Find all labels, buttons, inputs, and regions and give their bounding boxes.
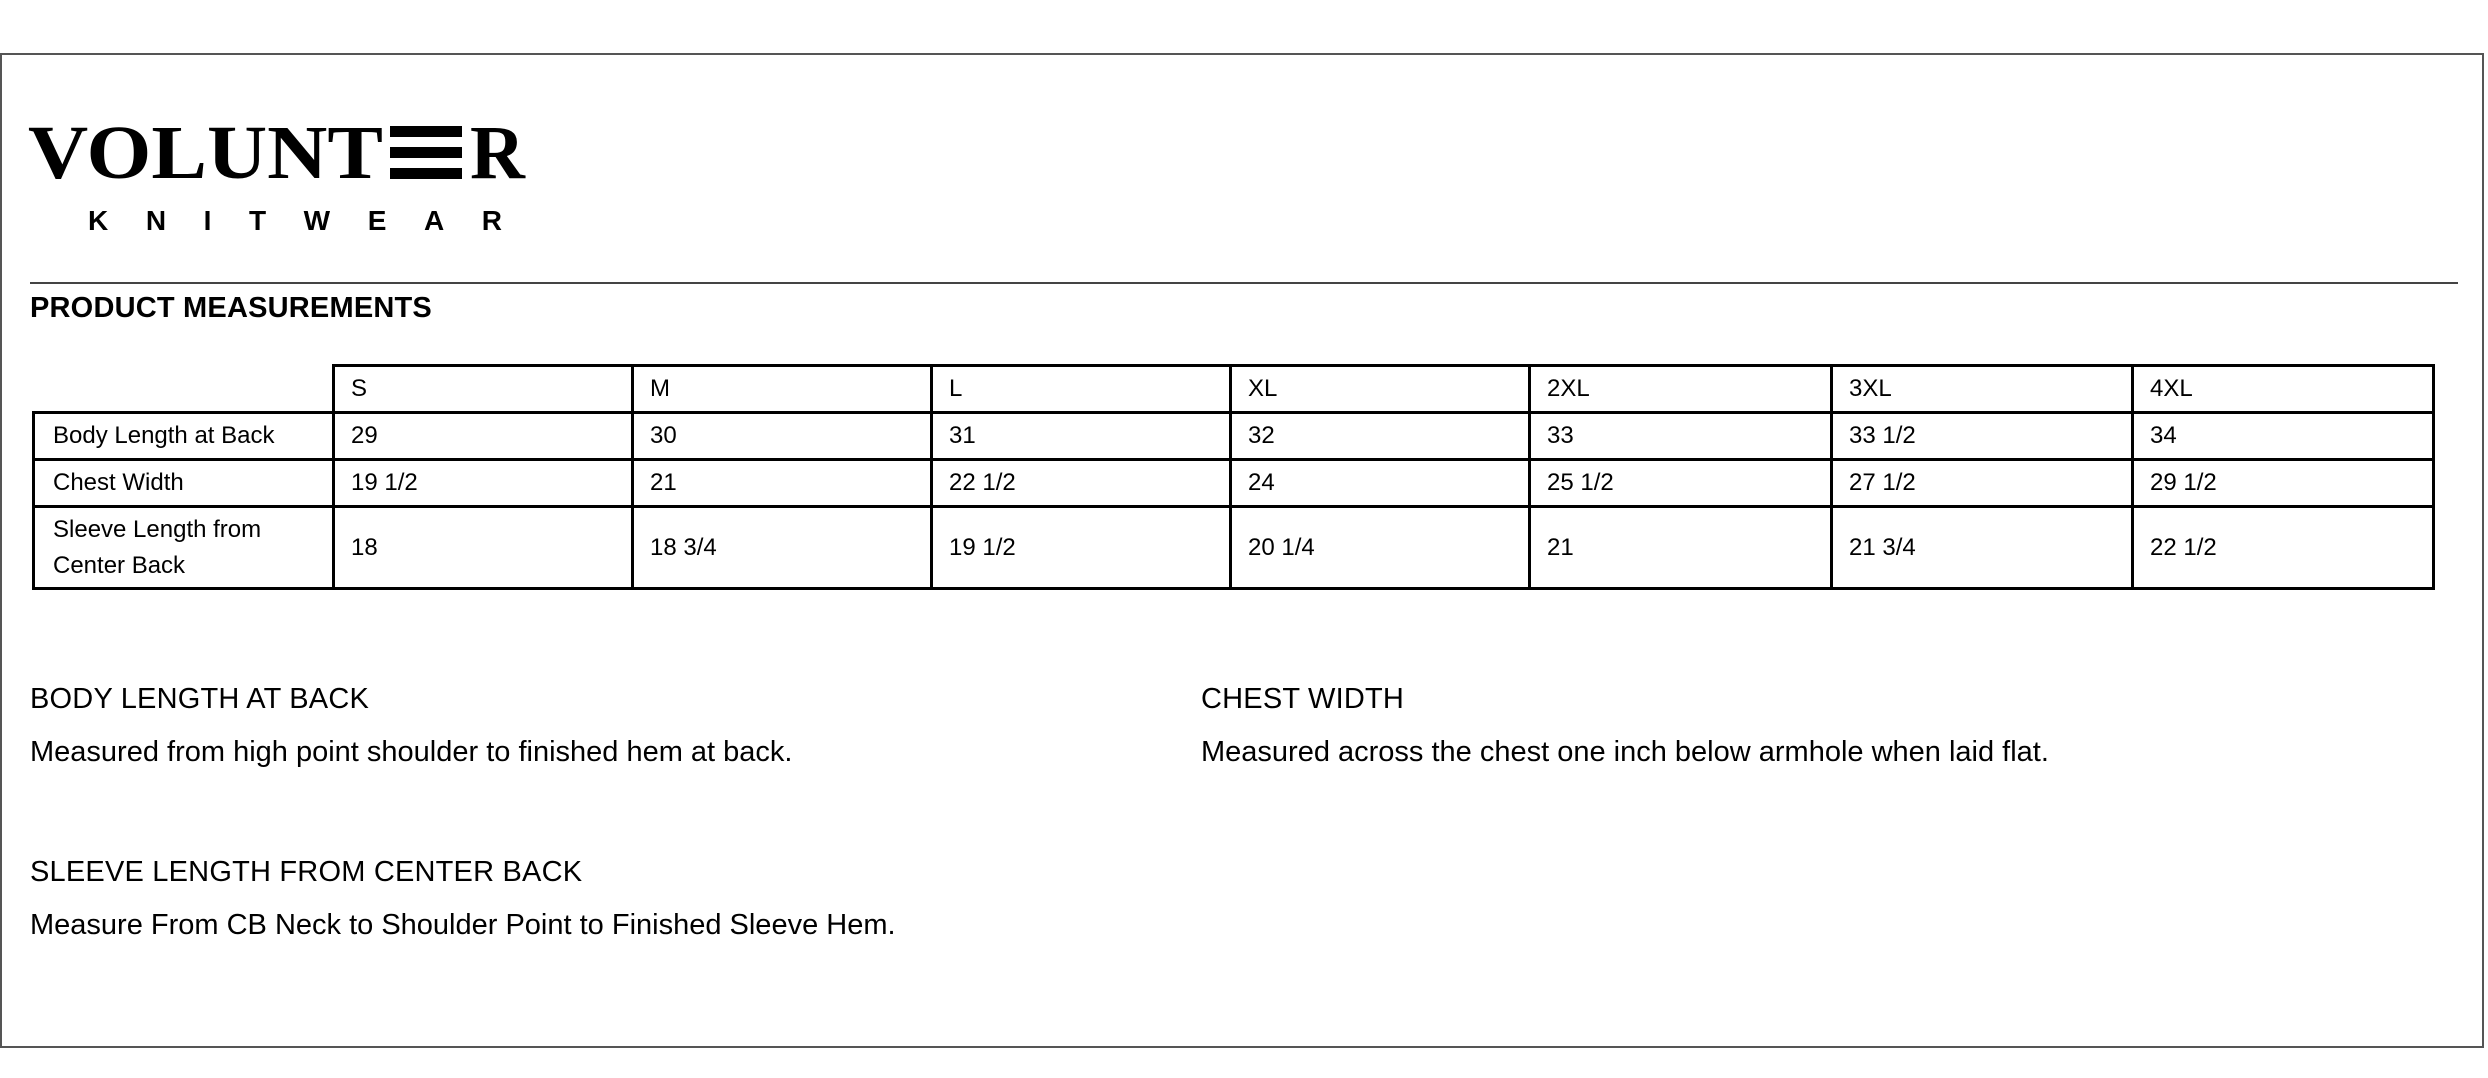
svg-text:VOLUNT: VOLUNT bbox=[28, 118, 383, 195]
table-cell: 29 bbox=[334, 413, 633, 460]
section-title: PRODUCT MEASUREMENTS bbox=[30, 292, 432, 324]
table-cell: 25 1/2 bbox=[1530, 460, 1832, 507]
row-label: Sleeve Length from Center Back bbox=[34, 507, 334, 589]
table-cell: 19 1/2 bbox=[334, 460, 633, 507]
size-header-row bbox=[34, 366, 2434, 413]
table-cell: 33 1/2 bbox=[1832, 413, 2133, 460]
size-header: S bbox=[334, 366, 633, 413]
size-header: M bbox=[633, 366, 932, 413]
table-cell: 21 3/4 bbox=[1832, 507, 2133, 589]
row-label: Body Length at Back bbox=[34, 413, 334, 460]
table-cell: 29 1/2 bbox=[2133, 460, 2434, 507]
svg-text:KNITWEAR: KNITWEAR bbox=[88, 205, 502, 236]
size-header: 4XL bbox=[2133, 366, 2434, 413]
measurement-table-wrapper bbox=[32, 364, 2435, 590]
corner-cell bbox=[34, 366, 334, 413]
table-cell: 21 bbox=[633, 460, 932, 507]
table-cell: 30 bbox=[633, 413, 932, 460]
table-cell: 20 1/4 bbox=[1231, 507, 1530, 589]
size-header: L bbox=[932, 366, 1231, 413]
size-header: 2XL bbox=[1530, 366, 1832, 413]
table-cell: 24 bbox=[1231, 460, 1530, 507]
measurement-table bbox=[32, 364, 2435, 590]
row-label: Chest Width bbox=[34, 460, 334, 507]
table-row bbox=[34, 507, 2434, 589]
table-cell: 22 1/2 bbox=[2133, 507, 2434, 589]
svg-text:R: R bbox=[470, 118, 525, 195]
table-row bbox=[34, 460, 2434, 507]
table-cell: 18 bbox=[334, 507, 633, 589]
table-cell: 22 1/2 bbox=[932, 460, 1231, 507]
table-cell: 21 bbox=[1530, 507, 1832, 589]
table-cell: 34 bbox=[2133, 413, 2434, 460]
size-header: XL bbox=[1231, 366, 1530, 413]
table-cell: 18 3/4 bbox=[633, 507, 932, 589]
table-cell: 27 1/2 bbox=[1832, 460, 2133, 507]
description-heading: BODY LENGTH AT BACK bbox=[30, 683, 370, 715]
body-length-description bbox=[30, 683, 792, 769]
size-header: 3XL bbox=[1832, 366, 2133, 413]
description-text: Measured from high point shoulder to finished hem at back. bbox=[30, 736, 793, 768]
brand-logo bbox=[28, 118, 564, 242]
description-heading: SLEEVE LENGTH FROM CENTER BACK bbox=[30, 856, 583, 888]
table-cell: 19 1/2 bbox=[932, 507, 1231, 589]
sleeve-length-description bbox=[30, 856, 896, 942]
table-cell: 31 bbox=[932, 413, 1231, 460]
chest-width-description bbox=[1201, 683, 2049, 769]
table-cell: 32 bbox=[1231, 413, 1530, 460]
description-heading: CHEST WIDTH bbox=[1201, 683, 1405, 715]
three-bars-e-icon bbox=[390, 126, 462, 179]
description-text: Measured across the chest one inch below armhole when laid flat. bbox=[1201, 736, 2049, 768]
table-row bbox=[34, 413, 2434, 460]
table-cell: 33 bbox=[1530, 413, 1832, 460]
header-divider bbox=[30, 282, 2458, 284]
description-text: Measure From CB Neck to Shoulder Point to Finished Sleeve Hem. bbox=[30, 909, 896, 941]
